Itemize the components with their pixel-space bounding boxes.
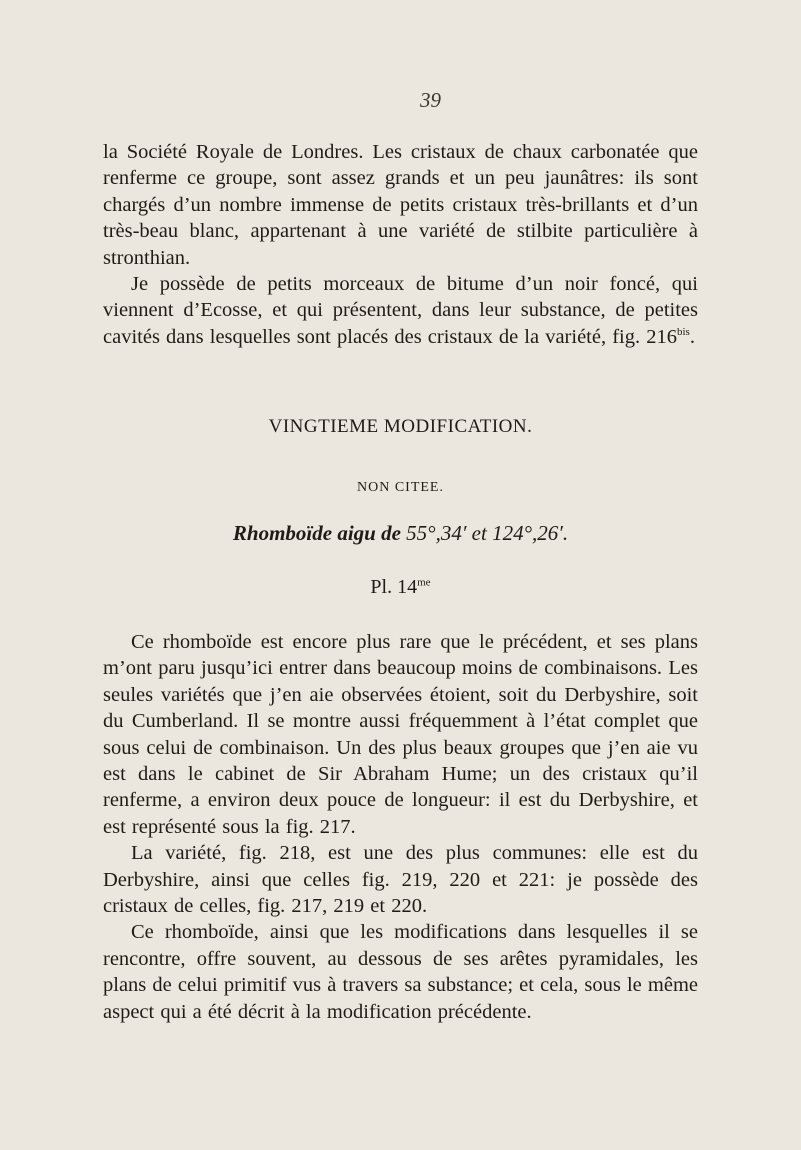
rhomboid-label: Rhomboïde aigu de: [232, 521, 401, 545]
paragraph-2-end: .: [689, 325, 695, 348]
paragraph-2-superscript: bis: [677, 326, 690, 339]
page-number: 39: [420, 88, 441, 112]
chapter-subtitle: NON CITEE.: [357, 480, 444, 495]
plate-superscript: me: [417, 576, 431, 589]
plate-reference: [0, 576, 801, 599]
plate-label: Pl. 14: [370, 576, 418, 598]
rhomboid-and: et: [471, 521, 487, 545]
paragraph-5: Ce rhomboïde, ainsi que les modifications dans lesquelles il se rencontre, offre souvent, au dessous de ses arêtes pyramidales, les plans de celui primitif vus à travers sa substance; et cela, sous le même aspect qui a été décrit à la modification précédente.: [103, 921, 698, 1023]
text-block-top: [103, 139, 698, 350]
rhomboid-heading: [0, 521, 801, 546]
paragraph-2: [103, 271, 698, 350]
paragraph-3: Ce rhomboïde est encore plus rare que le précédent, et ses plans m’ont paru jusqu’ici entrer dans beaucoup moins de combinaisons. Les seules variétés que j’en aie observées étoient, soit du Derbyshire, soit du Cumberland. Il se montre aussi fréquemment à l’état complet que sous celui de combinaison. Un des plus beaux groupes que j’en aie vu est dans le cabinet de Sir Abraham Hume; un des cristaux qu’il renferme, a environ deux pouce de longueur: il est du Derbyshire, et est représenté sous la fig. 217.: [103, 631, 698, 838]
paragraph-4: La variété, fig. 218, est une des plus communes: elle est du Derbyshire, ainsi que celles fig. 219, 220 et 221: je possède des cristaux de celles, fig. 217, 219 et 220.: [103, 842, 698, 918]
chapter-title: VINGTIEME MODIFICATION.: [268, 416, 533, 437]
paragraph-1: la Société Royale de Londres. Les cristaux de chaux carbonatée que renferme ce groupe, sont assez grands et un peu jaunâtres: ils sont chargés d’un nombre immense de petits cristaux très-brillants et d’un très-beau blanc, appartenant à une variété de stilbite particulière à stronthian.: [103, 141, 698, 269]
text-block-bottom: [103, 629, 698, 1025]
rhomboid-angle-1: 55°,34′: [406, 521, 467, 545]
paragraph-2-text: Je possède de petits morceaux de bitume d’un noir foncé, qui viennent d’Ecosse, et qui présentent, dans leur substance, de petites cavités dans lesquelles sont placés des cristaux de la variété, fig. 216: [103, 273, 698, 348]
rhomboid-angle-2: 124°,26′.: [492, 521, 569, 545]
